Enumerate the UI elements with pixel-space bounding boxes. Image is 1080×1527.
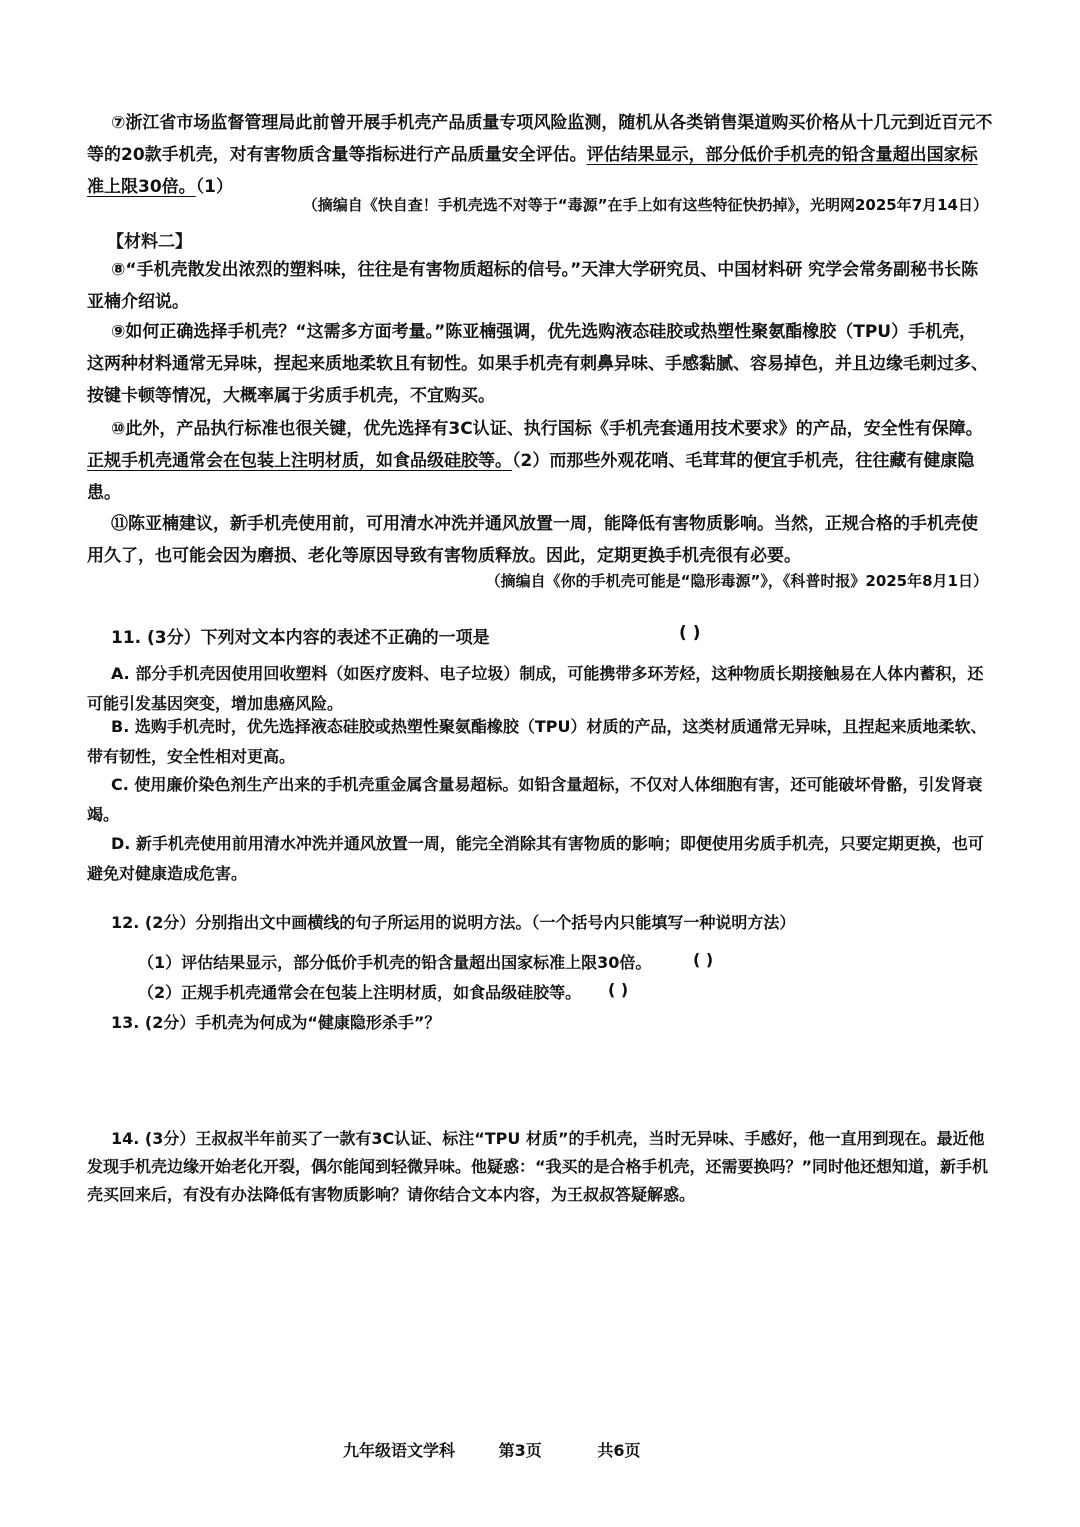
page-footer — [343, 1438, 640, 1461]
answer-blank-12-1[interactable]: ( ) — [693, 950, 714, 969]
underlined-sentence-2: 正规手机壳通常会在包装上注明材质，如食品级硅胶等。 — [87, 451, 512, 471]
question-12-item-2: （2）正规手机壳通常会在包装上注明材质，如食品级硅胶等。 ( ) — [138, 980, 629, 1002]
option-a: A. 部分手机壳因使用回收塑料（如医疗废料、电子垃圾）制成，可能携带多环芳烃，这种物质长期接触易在人体内蓄积，还可能引发基因突变，增加患癌风险。 — [87, 664, 984, 713]
answer-blank-12-2[interactable]: ( ) — [608, 980, 629, 999]
source-citation-2: （摘编自《你的手机壳可能是“隐形毒源”》，《科普时报》2025年8月1日） — [485, 572, 988, 590]
answer-blank-11[interactable]: ( ) — [679, 623, 701, 643]
question-13: 13. (2分）手机壳为何成为“健康隐形杀手”？ — [111, 1013, 441, 1032]
blank-mark-1: （1） — [195, 177, 234, 197]
footer-subject: 九年级语文学科 — [343, 1441, 456, 1460]
paragraph-9: ⑨如何正确选择手机壳？“这需多方面考量。”陈亚楠强调，优先选购液态硅胶或热塑性聚氨酯橡胶（TPU）手机壳，这两种材料通常无异味，捏起来质地柔软且有韧性。如果手机壳有刺鼻异味、手感黏腻、容易掉色，并且边缘毛刺过多、按键卡顿等情况，大概率属于劣质手机壳，不宜购买。 — [87, 322, 988, 406]
source-citation-1: （摘编自《快自查！手机壳选不对等于“毒源”在手上如有这些特征快扔掉》，光明网2025年7月14日） — [302, 196, 988, 214]
paragraph-11: ⑪陈亚楠建议，新手机壳使用前，可用清水冲洗并通风放置一周，能降低有害物质影响。当然，正规合格的手机壳使用久了，也可能会因为磨损、老化等原因导致有害物质释放。因此，定期更换手机壳很有必要。 — [87, 514, 978, 566]
paragraph-7: ⑦浙江省市场监督管理局此前曾开展手机壳产品质量专项风险监测，随机从各类销售渠道购买价格从十几元到近百元不等的20款手机壳，对有害物质含量等指标进行产品质量安全评估。评估结果显示，部分低价手机壳的铅含量超出国家标准上限30倍。（1） — [87, 113, 993, 197]
option-c: C. 使用廉价染色剂生产出来的手机壳重金属含量易超标。如铅含量超标，不仅对人体细胞有害，还可能破坏骨骼，引发肾衰竭。 — [87, 775, 983, 824]
underlined-sentence-1: 评估结果显示，部分低价手机壳的铅含量超出国家标准上限30倍。 — [87, 145, 978, 197]
question-12-stem: 12. (2分）分别指出文中画横线的句子所运用的说明方法。（一个括号内只能填写一种说明方法） — [111, 913, 796, 932]
footer-page-number: 第3页 — [498, 1441, 542, 1460]
question-14: 14. (3分）王叔叔半年前买了一款有3C认证、标注“TPU 材质”的手机壳，当时无异味、手感好，他一直用到现在。最近他发现手机壳边缘开始老化开裂，偶尔能闻到轻微异味。他疑惑：“我买的是合格手机壳，还需要换吗？”同时他还想知道，新手机壳买回来后，有没有办法降低有害物质影响？请你结合文本内容，为王叔叔答疑解惑。 — [87, 1129, 989, 1204]
blank-mark-2: （2） — [512, 451, 550, 471]
option-d: D. 新手机壳使用前用清水冲洗并通风放置一周，能完全消除其有害物质的影响；即便使用劣质手机壳，只要定期更换，也可避免对健康造成危害。 — [87, 834, 984, 883]
footer-total-pages: 共6页 — [597, 1441, 641, 1460]
question-11 — [111, 623, 701, 648]
question-12-item-1: （1）评估结果显示，部分低价手机壳的铅含量超出国家标准上限30倍。 ( ) — [138, 950, 714, 972]
paragraph-10: ⑩此外，产品执行标准也很关键，优先选择有3C认证、执行国标《手机壳套通用技术要求》的产品，安全性有保障。正规手机壳通常会在包装上注明材质，如食品级硅胶等。（2）而那些外观花哨、毛茸茸的便宜手机壳，往往藏有健康隐患。 — [87, 419, 983, 503]
option-b: B. 选购手机壳时，优先选择液态硅胶或热塑性聚氨酯橡胶（TPU）材质的产品，这类材质通常无异味，且捏起来质地柔软、带有韧性，安全性相对更高。 — [87, 717, 987, 766]
material-2-heading: 【材料二】 — [107, 232, 192, 252]
question-11-stem: 11. (3分）下列对文本内容的表述不正确的一项是 — [111, 628, 490, 648]
paragraph-8: ⑧“手机壳散发出浓烈的塑料味，往往是有害物质超标的信号。”天津大学研究员、中国材料研 究学会常务副秘书长陈亚楠介绍说。 — [87, 260, 979, 312]
